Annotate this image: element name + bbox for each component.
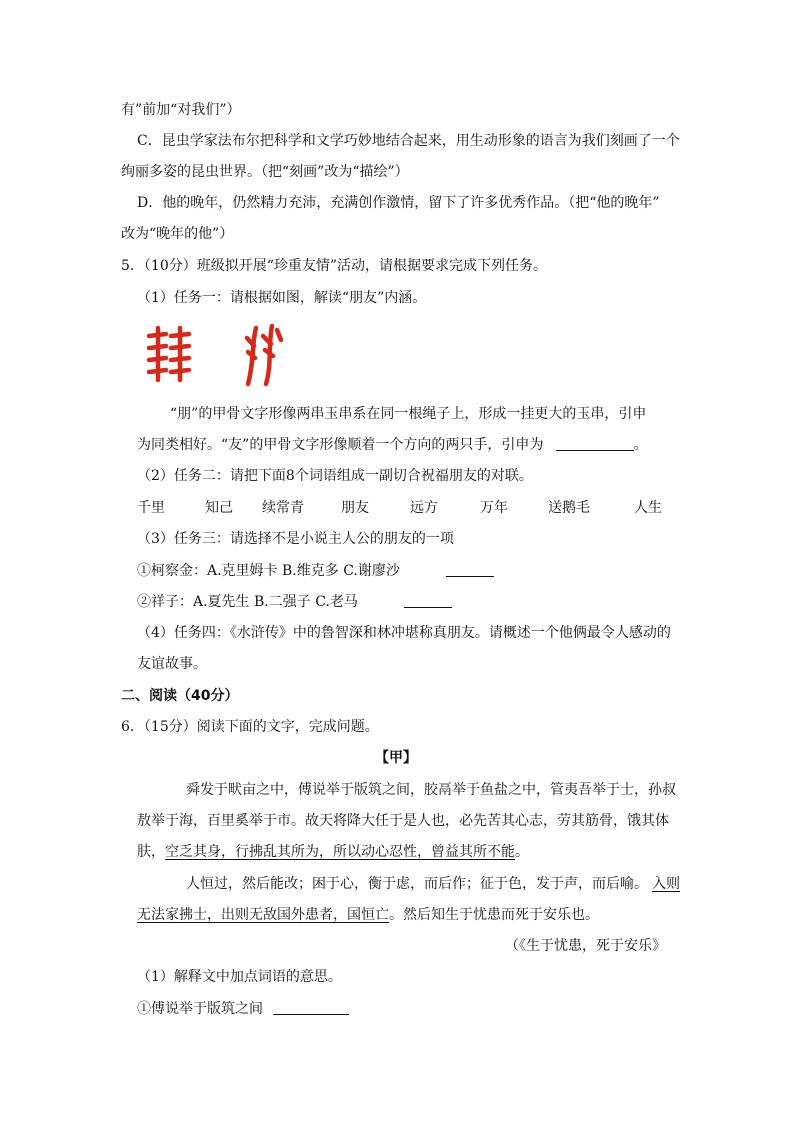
passage-source: （《生于忧患，死于安乐》 [505,938,666,954]
underlined-sentence: 入则 [652,876,680,892]
passage-line: 舜发于畎亩之中，傅说举于版筑之间，胶鬲举于鱼盐之中，管夷吾举于士，孙叔 [186,782,676,798]
word-item: 千里 [137,500,165,516]
answer-blank[interactable] [404,593,452,608]
word-item: 送鹅毛 [548,500,590,516]
word-item: 朋友 [341,500,369,516]
question-5-title: 5．（10分）班级拟开展“珍重友情”活动，请根据要求完成下列任务。 [121,258,548,274]
you-explanation [137,435,648,455]
period: 。 [633,437,648,453]
task-2-prompt: （2）任务二：请把下面8个词语组成一副切合祝福朋友的对联。 [137,468,533,484]
option-d-line-2: 改为“晚年的他”） [121,226,234,242]
passage-text: 。然后知生于忧患而死于安乐也。 [389,907,599,923]
passage-text: 人恒过，然后能改；困于心，衡于虑，而后作；征于色，发于声，而后喻。 [186,876,648,892]
section-heading-reading: 二、阅读（40分） [121,688,239,704]
passage-text: 。 [515,844,529,860]
you-oracle-glyph [244,322,284,388]
task-3-item-1-text: ①柯察金：A.克里姆卡 B.维克多 C.谢廖沙 [137,563,400,579]
subquestion-1-item-1-text: ①傅说举于版筑之间 [137,1001,263,1017]
passage-line [137,905,599,925]
word-item: 远方 [410,500,438,516]
option-c-line-1: C．昆虫学家法布尔把科学和文学巧妙地结合起来，用生动形象的语言为我们刻画了一个 [137,133,680,149]
task-4-prompt: （4）任务四：《水浒传》中的鲁智深和林冲堪称真朋友。请概述一个他俩最令人感动的 [137,625,671,641]
subquestion-1-item-1 [137,999,349,1019]
task-4-prompt-cont: 友谊故事。 [137,656,207,672]
passage-line [186,874,680,894]
underlined-sentence: 空乏其身，行拂乱其所为，所以动心忍性，曾益其所不能 [165,844,515,860]
task-3-item-2-text: ②祥子：A.夏先生 B.二强子 C.老马 [137,594,358,610]
answer-blank[interactable] [273,1000,349,1015]
word-item: 万年 [480,500,508,516]
passage-line [137,842,529,862]
task-3-item-2 [137,592,452,612]
word-item: 知己 [205,500,233,516]
answer-blank[interactable] [556,436,634,451]
subquestion-1-prompt: （1）解释文中加点词语的意思。 [137,969,342,985]
task-3-item-1 [137,561,494,581]
peng-oracle-glyph [146,324,192,384]
passage-label: 【甲】 [375,750,417,766]
answer-blank[interactable] [446,562,494,577]
peng-explanation: “朋”的甲骨文字形像两串玉串系在同一根绳子上，形成一挂更大的玉串，引申 [170,406,647,422]
option-c-line-2: 绚丽多姿的昆虫世界。（把“刻画”改为“描绘”） [121,164,409,180]
passage-line: 敖举于海，百里奚举于市。故天将降大任于是人也，必先苦其心志，劳其筋骨，饿其体 [137,813,669,829]
underlined-sentence: 无法家拂士，出则无敌国外患者，国恒亡 [137,907,389,923]
you-explanation-text: 为同类相好。“友”的甲骨文字形像顺着一个方向的两只手，引申为 [137,437,544,453]
question-6-title: 6．（15分）阅读下面的文字，完成问题。 [121,719,379,735]
option-d-line-1: D．他的晚年，仍然精力充沛，充满创作激情，留下了许多优秀作品。（把“他的晚年” [137,195,660,211]
task-1-prompt: （1）任务一：请根据如图，解读“朋友”内涵。 [137,290,427,306]
passage-text: 肤， [137,844,165,860]
text-line: 有”前加“对我们”） [121,102,241,118]
word-item: 续常青 [262,500,304,516]
task-3-prompt: （3）任务三：请选择不是小说主人公的朋友的一项 [137,531,454,547]
word-item: 人生 [634,500,662,516]
